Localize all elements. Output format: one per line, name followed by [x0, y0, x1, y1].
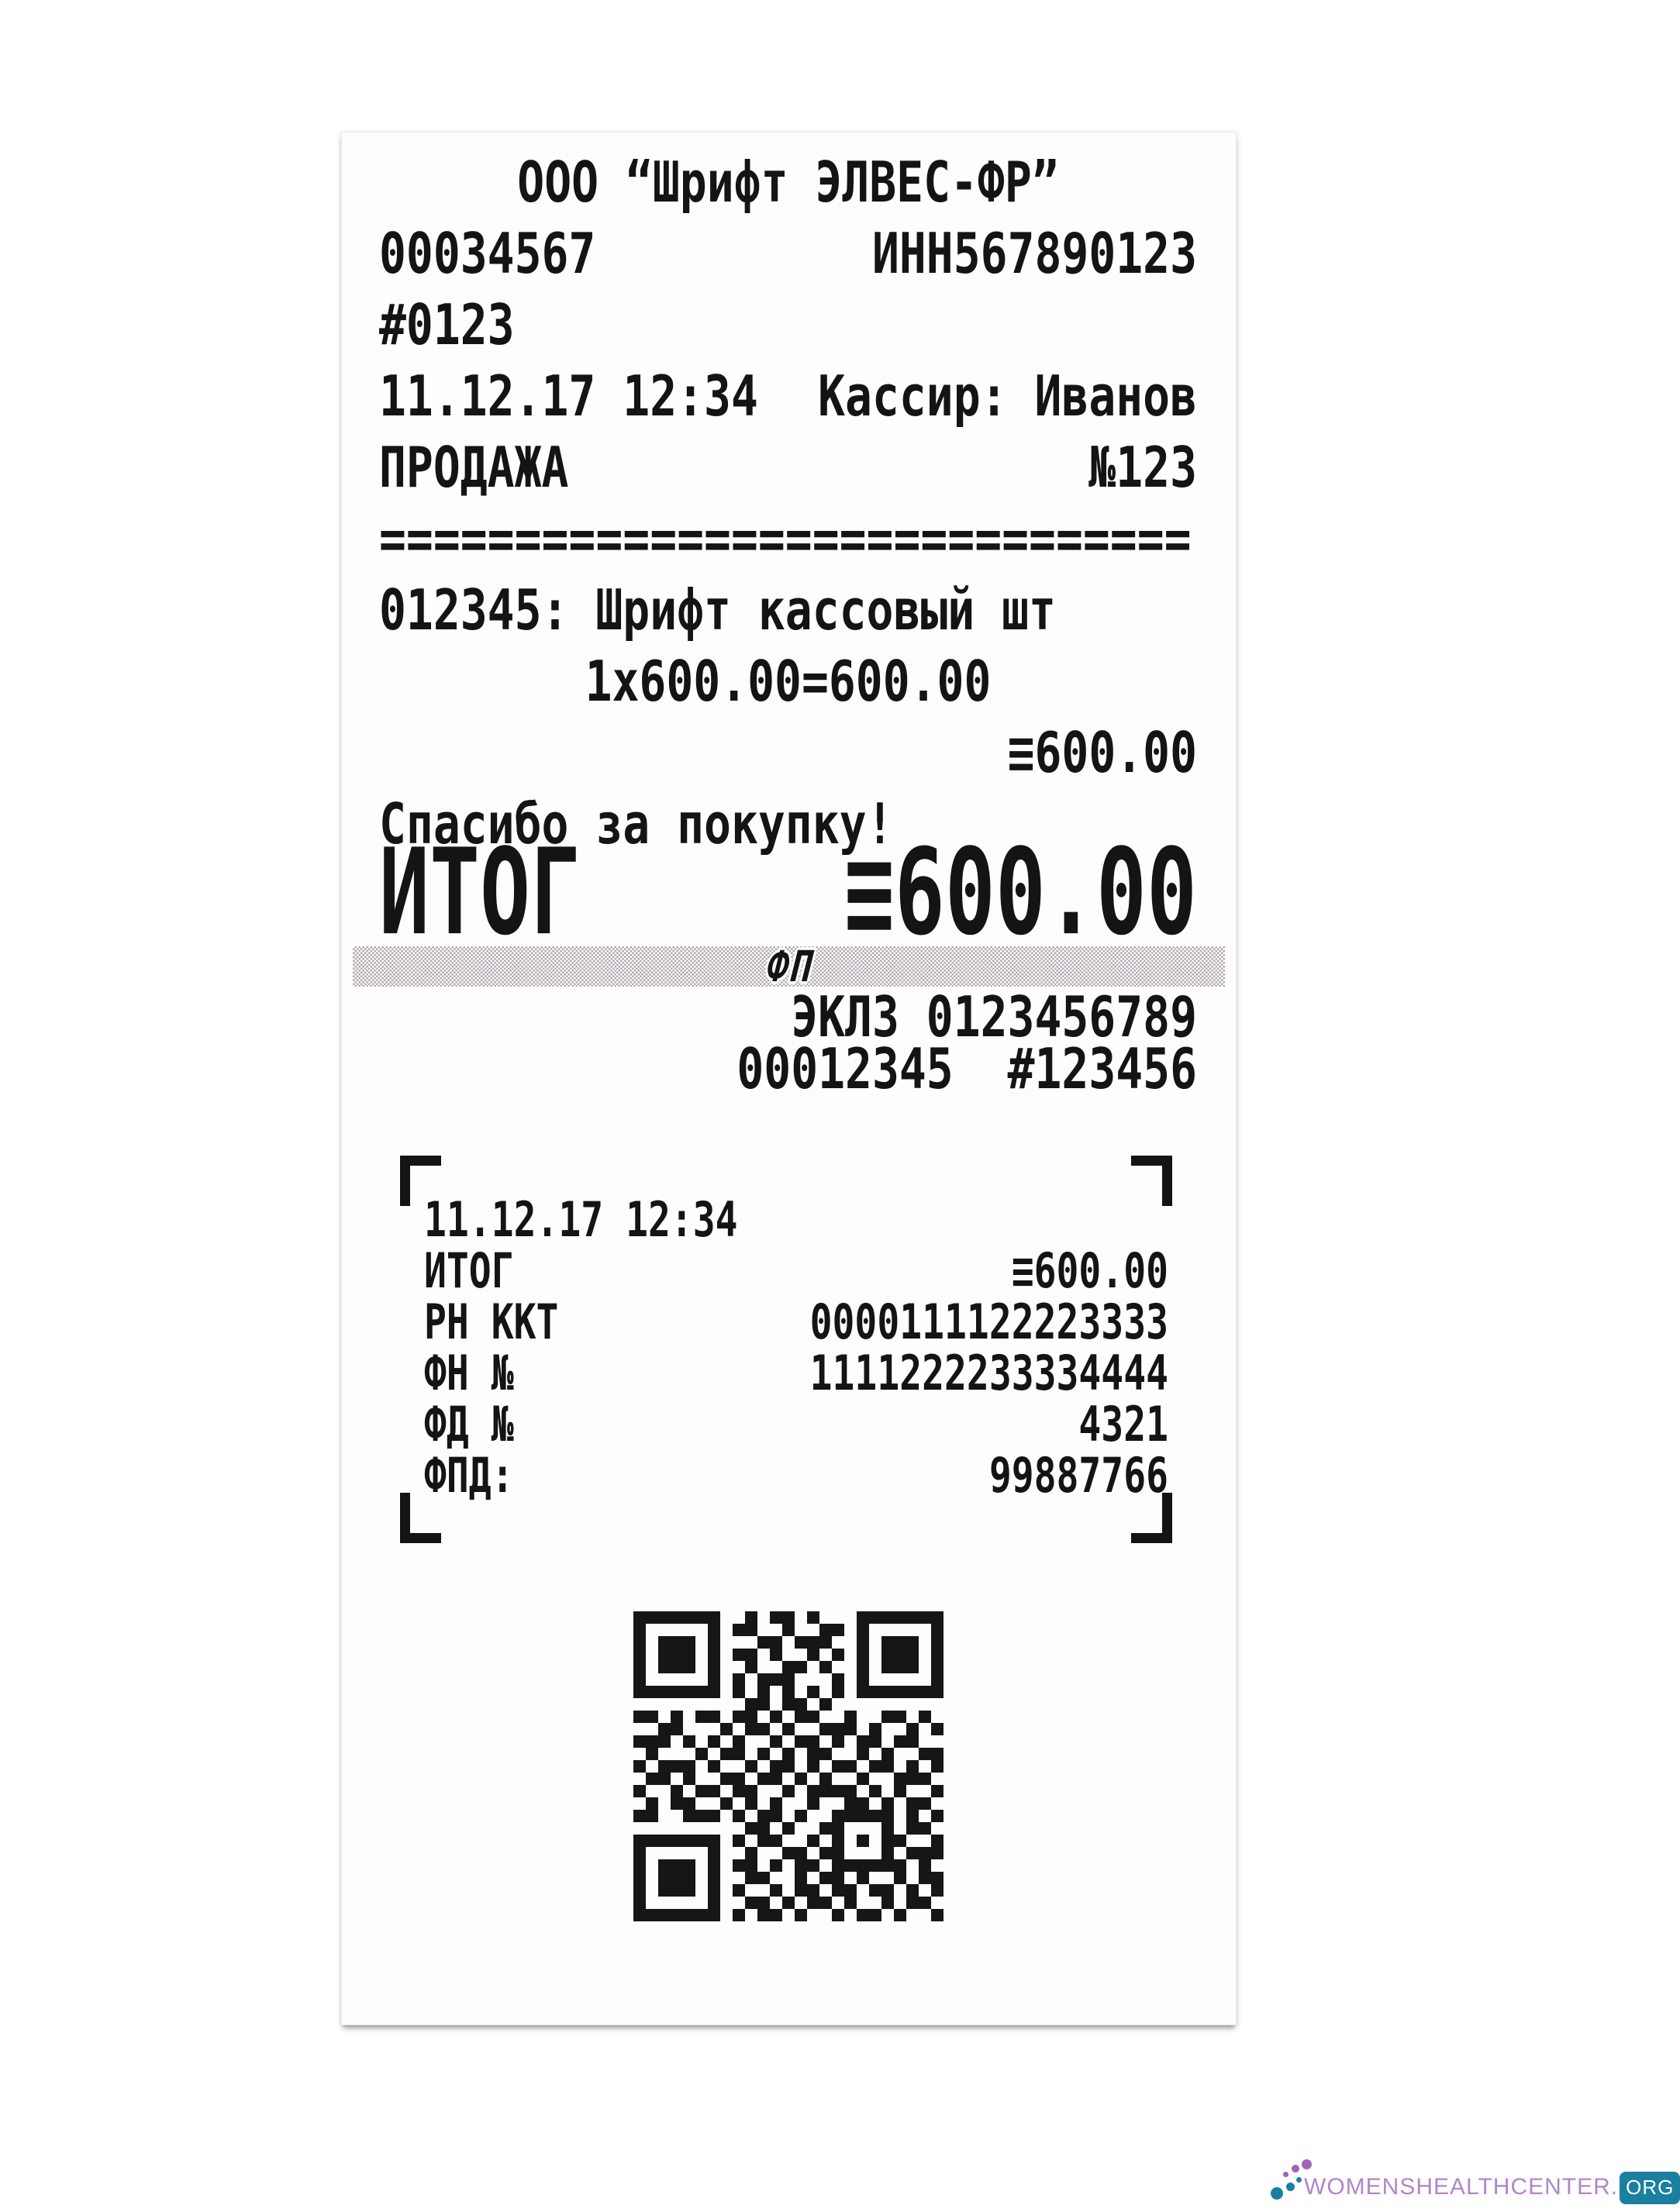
eklz-line: ЭКЛЗ 0123456789 [791, 984, 1197, 1050]
fiscal-label: ФПД: [424, 1447, 514, 1504]
cashier: Кассир: Иванов [818, 363, 1197, 429]
fiscal-label: ИТОГ [424, 1242, 514, 1300]
logo-dot-icon [1283, 2172, 1288, 2177]
total-label: ИТОГ [379, 824, 581, 963]
kkm-number: 00034567 [379, 220, 596, 287]
item-sum-line: ≡600.00 [1007, 719, 1197, 786]
doc-number-line: #0123 [379, 291, 515, 358]
fiscal-value: 99887766 [988, 1447, 1168, 1504]
fp-label: ФП [764, 941, 813, 992]
thanks-line: Спасибо за покупку! [379, 791, 894, 857]
receipt [341, 132, 1237, 2025]
fiscal-value: 4321 [1078, 1396, 1168, 1453]
fiscal-frame [342, 1156, 1234, 1543]
logo-dot-icon [1286, 2183, 1295, 2191]
inn-number: ИНН567890123 [871, 220, 1197, 287]
separator-line: ============================== [379, 505, 1192, 572]
item-calc-line: 1x600.00=600.00 [585, 648, 992, 715]
site-tld-badge: ORG [1620, 2172, 1680, 2204]
fiscal-value: 0000111122223333 [809, 1294, 1168, 1351]
fiscal-label: ФН № [424, 1345, 514, 1402]
logo-dot-icon [1302, 2159, 1312, 2169]
site-name: WOMENSHEALTHCENTER. [1304, 2174, 1619, 2200]
logo-dot-icon [1271, 2187, 1283, 2200]
datetime: 11.12.17 12:34 [379, 363, 758, 429]
total-value: ≡600.00 [843, 824, 1197, 963]
site-logo [1268, 2159, 1675, 2209]
logo-text [1304, 2172, 1680, 2204]
operation-type: ПРОДАЖА [379, 434, 569, 501]
fiscal-label: ФД № [424, 1396, 514, 1453]
item-line: 012345: Шрифт кассовый шт [379, 577, 1056, 643]
logo-dot-icon [1292, 2165, 1299, 2172]
qr-code [633, 1611, 943, 1921]
check-number: №123 [1088, 434, 1197, 501]
fiscal-label: РН ККТ [424, 1294, 559, 1351]
eklz-line2: 00012345 #123456 [737, 1035, 1197, 1102]
fiscal-datetime: 11.12.17 12:34 [424, 1191, 738, 1249]
receipt-content [342, 133, 1236, 1921]
fiscal-details [342, 1156, 1234, 1504]
fiscal-value: 1111222233334444 [809, 1345, 1168, 1402]
fiscal-row-fpd [424, 1442, 1168, 1509]
fiscal-value: ≡600.00 [1011, 1242, 1168, 1300]
store-name-line: ООО “Шрифт ЭЛВЕС-ФР” [517, 149, 1059, 215]
logo-dot-icon [1296, 2177, 1302, 2183]
